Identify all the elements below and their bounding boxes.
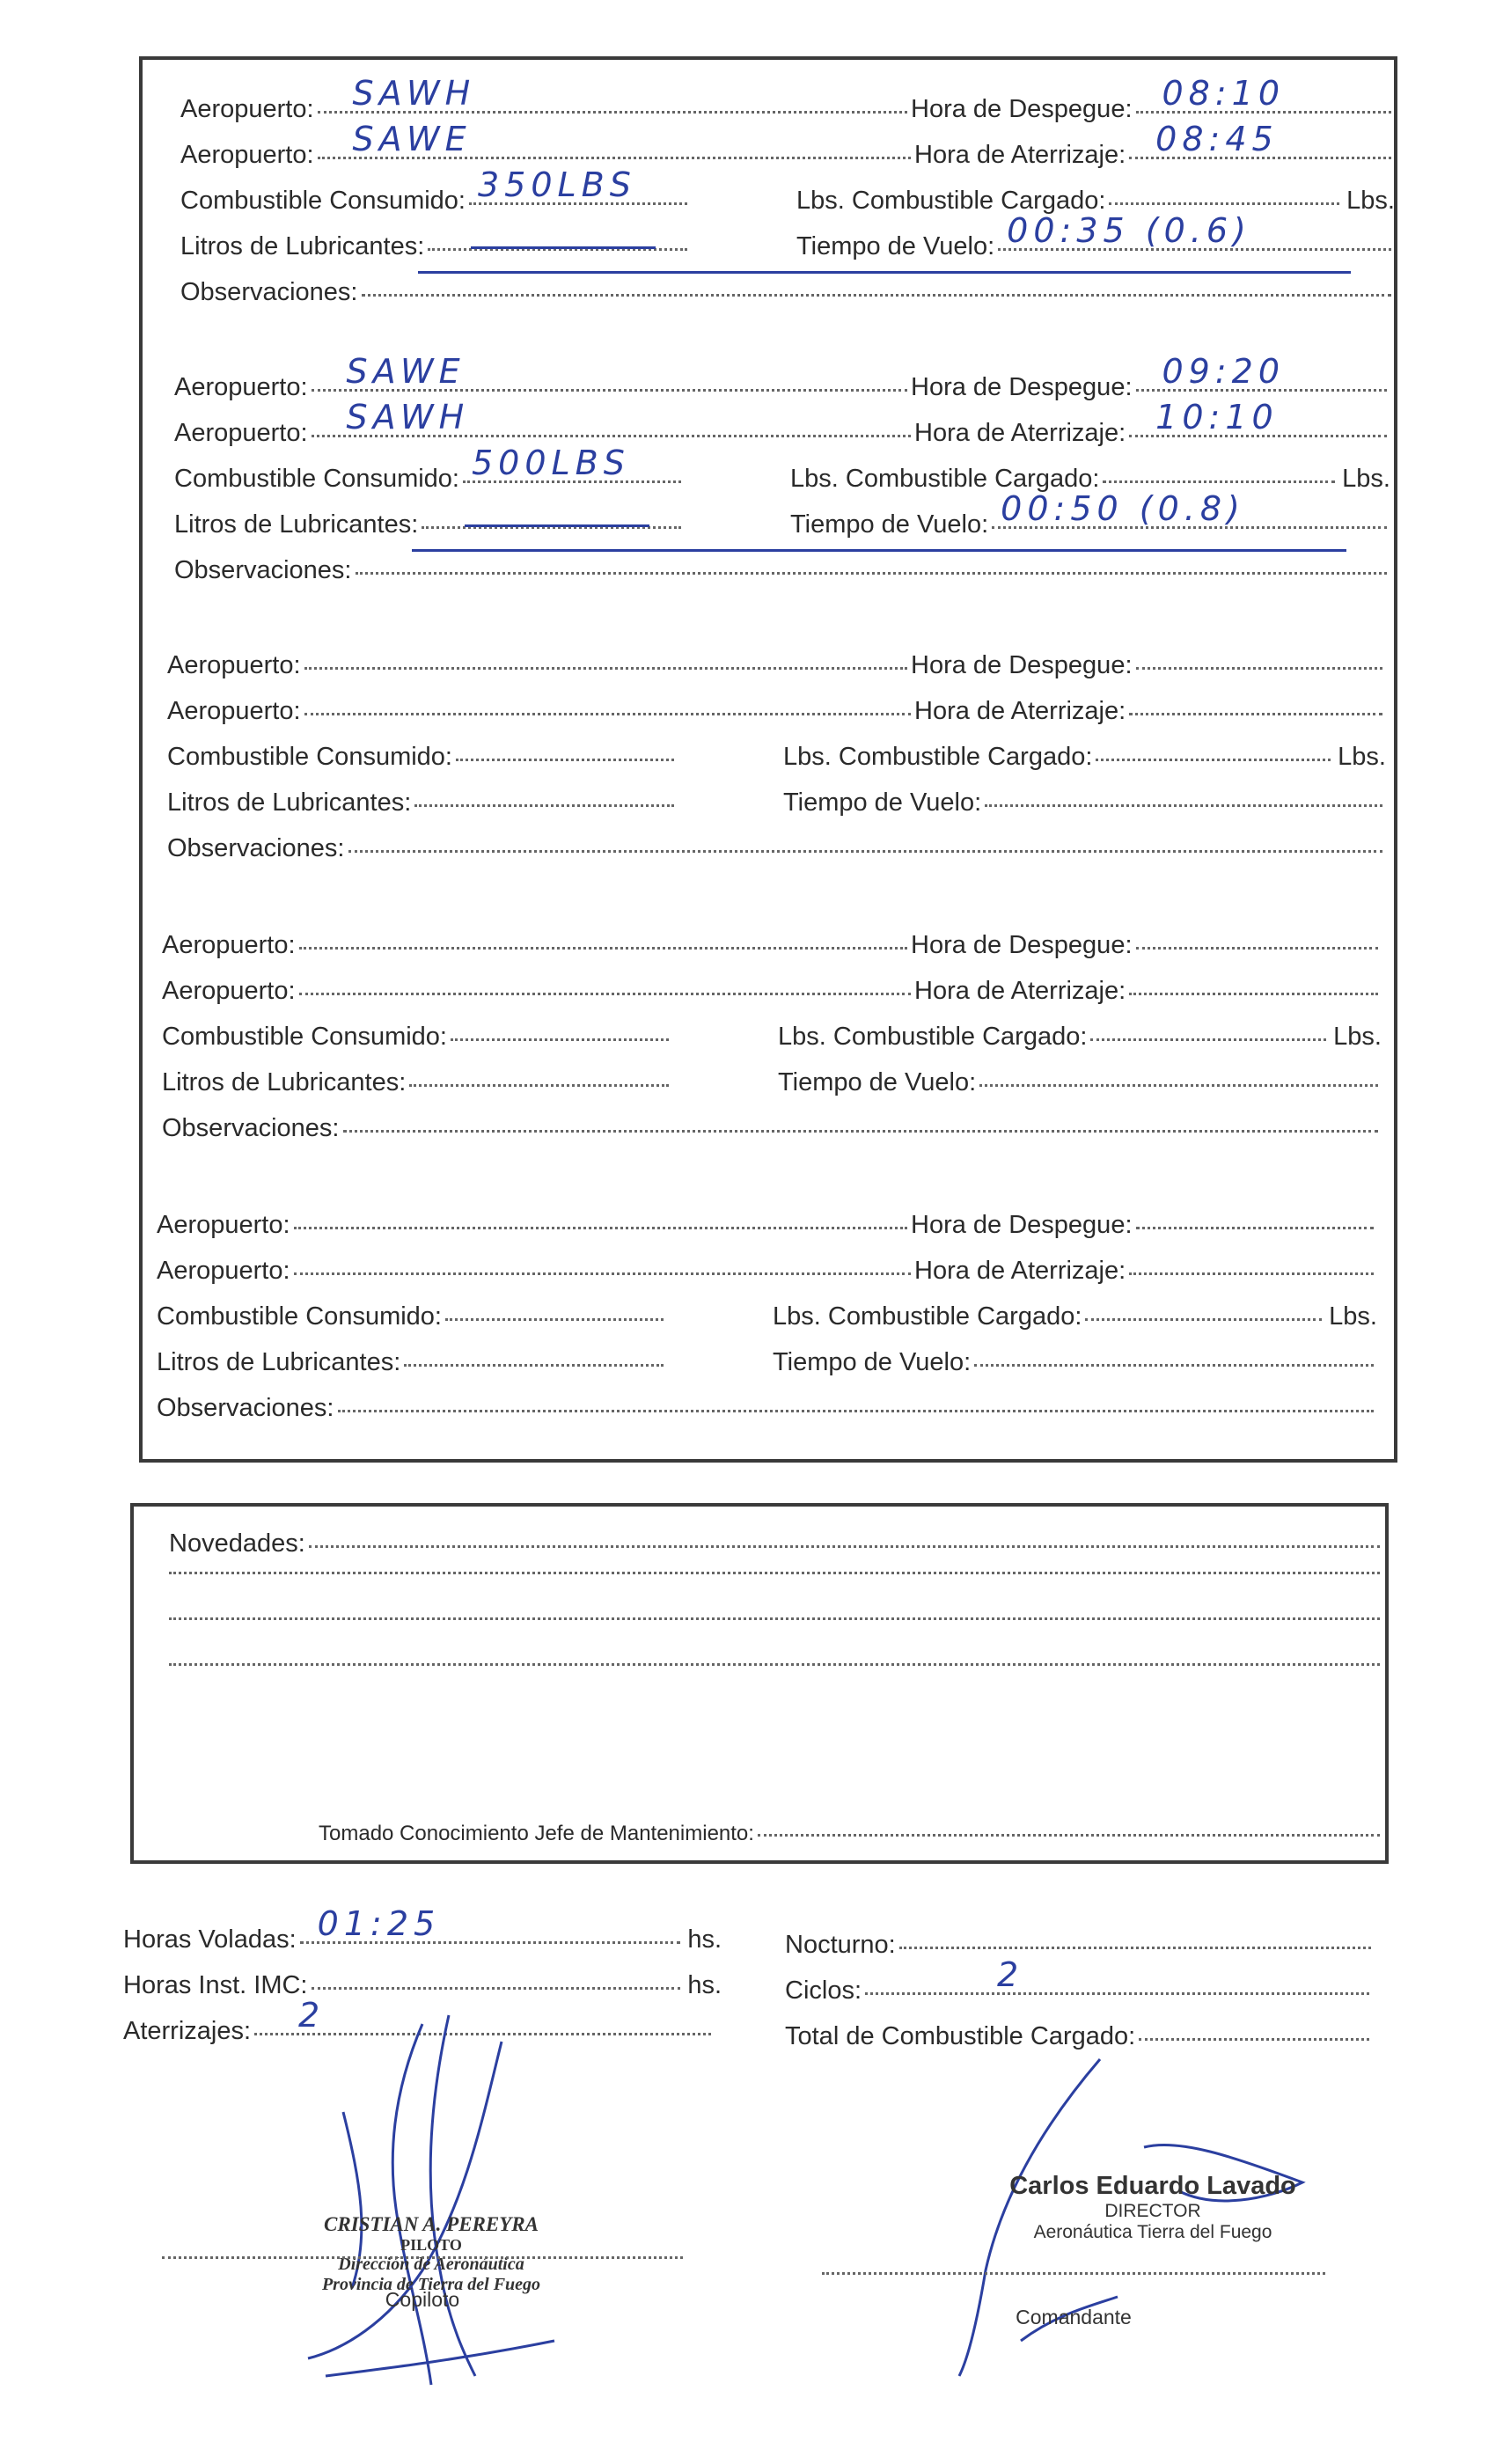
commander-caption: Comandante xyxy=(1016,2306,1132,2328)
fuel-consumed-value: 500LBS xyxy=(471,444,630,482)
fuel-loaded-field[interactable] xyxy=(1096,759,1331,761)
departure-airport-field[interactable] xyxy=(312,352,907,392)
copilot-stamp xyxy=(290,2213,572,2295)
observations-label: Observaciones: xyxy=(174,556,352,584)
fuel-loaded-row xyxy=(783,743,1386,772)
imc-hours-row xyxy=(123,1971,722,2000)
fuel-loaded-row xyxy=(778,1023,1382,1052)
fuel-consumed-row xyxy=(174,444,685,494)
copilot-caption: Copiloto xyxy=(385,2288,460,2311)
departure-airport-row xyxy=(162,931,911,960)
landing-time-value: 10:10 xyxy=(1155,398,1279,436)
total-fuel-label: Total de Combustible Cargado: xyxy=(785,2022,1136,2050)
strike-line xyxy=(418,271,1351,274)
takeoff-time-row xyxy=(911,931,1382,960)
fuel-consumed-field[interactable] xyxy=(469,165,687,205)
fuel-loaded-label: Lbs. Combustible Cargado: xyxy=(796,187,1106,215)
takeoff-time-row xyxy=(911,651,1386,680)
arrival-airport-label: Aeropuerto: xyxy=(167,697,301,725)
arrival-airport-field[interactable] xyxy=(294,1272,911,1275)
landing-time-label: Hora de Aterrizaje: xyxy=(914,419,1126,447)
landing-time-row xyxy=(914,1257,1377,1286)
imc-hours-label: Horas Inst. IMC: xyxy=(123,1971,308,1999)
arrival-airport-field[interactable] xyxy=(318,120,911,159)
imc-hours-unit: hs. xyxy=(687,1971,722,1999)
flight-time-row xyxy=(773,1348,1377,1377)
cycles-label: Ciclos: xyxy=(785,1976,862,2005)
cycles-field[interactable] xyxy=(865,1955,1369,1995)
fuel-consumed-label: Combustible Consumido: xyxy=(167,743,452,771)
observations-field[interactable] xyxy=(356,572,1388,575)
departure-airport-row xyxy=(157,1211,911,1240)
fuel-loaded-field[interactable] xyxy=(1090,1038,1326,1041)
observations-label: Observaciones: xyxy=(157,1394,334,1422)
landings-label: Aterrizajes: xyxy=(123,2017,252,2045)
departure-airport-field[interactable] xyxy=(318,74,907,114)
takeoff-time-row xyxy=(911,74,1395,124)
novedades-label: Novedades: xyxy=(169,1529,305,1558)
flight-time-field[interactable] xyxy=(998,211,1391,251)
takeoff-time-label: Hora de Despegue: xyxy=(911,931,1133,959)
novedades-line-4[interactable] xyxy=(165,1667,1383,1669)
commander-stamp-name: Carlos Eduardo Lavado xyxy=(1009,2172,1296,2200)
departure-airport-value: SAWH xyxy=(352,74,476,113)
flight-time-field[interactable] xyxy=(985,804,1382,807)
takeoff-time-label: Hora de Despegue: xyxy=(911,95,1133,123)
commander-stamp xyxy=(1003,2172,1302,2243)
commander-signature-line xyxy=(818,2276,1329,2278)
departure-airport-value: SAWE xyxy=(346,352,466,391)
departure-airport-field[interactable] xyxy=(304,667,907,670)
fuel-consumed-field[interactable] xyxy=(445,1318,664,1321)
imc-hours-field[interactable] xyxy=(312,1987,681,1990)
maintenance-ack-field[interactable] xyxy=(758,1834,1380,1837)
flight-time-field[interactable] xyxy=(979,1084,1378,1087)
landing-time-label: Hora de Aterrizaje: xyxy=(914,697,1126,725)
arrival-airport-field[interactable] xyxy=(304,713,911,715)
fuel-consumed-label: Combustible Consumido: xyxy=(174,465,459,493)
copilot-stamp-name: CRISTIAN A. PEREYRA xyxy=(324,2213,539,2235)
lubricants-label: Litros de Lubricantes: xyxy=(162,1068,407,1096)
landing-time-label: Hora de Aterrizaje: xyxy=(914,977,1126,1005)
hours-flown-unit: hs. xyxy=(687,1925,722,1954)
copilot-stamp-dept: Dirección de Aeronáutica xyxy=(338,2255,524,2274)
observations-field[interactable] xyxy=(338,1410,1375,1412)
takeoff-time-field[interactable] xyxy=(1136,1227,1375,1229)
landing-time-row xyxy=(914,398,1390,448)
flight-time-label: Tiempo de Vuelo: xyxy=(783,788,982,817)
observations-label: Observaciones: xyxy=(180,278,358,306)
arrival-airport-field[interactable] xyxy=(312,398,911,437)
takeoff-time-value: 08:10 xyxy=(1162,74,1286,113)
observations-field[interactable] xyxy=(362,294,1392,297)
copilot-stamp-role: PILOTO xyxy=(400,2236,462,2254)
observations-row xyxy=(180,278,1395,307)
flight-time-value: 00:50 (0.8) xyxy=(1001,489,1245,528)
fuel-loaded-unit: Lbs. xyxy=(1333,1023,1382,1051)
landing-time-value: 08:45 xyxy=(1155,120,1279,158)
landing-time-row xyxy=(914,977,1382,1006)
flight-time-field[interactable] xyxy=(992,489,1387,529)
flight-time-field[interactable] xyxy=(974,1364,1374,1367)
arrival-airport-label: Aeropuerto: xyxy=(162,977,296,1005)
departure-airport-label: Aeropuerto: xyxy=(167,651,301,679)
flight-time-label: Tiempo de Vuelo: xyxy=(790,510,989,539)
landing-time-field[interactable] xyxy=(1129,398,1387,437)
fuel-loaded-field[interactable] xyxy=(1085,1318,1322,1321)
departure-airport-label: Aeropuerto: xyxy=(174,373,308,401)
fuel-loaded-label: Lbs. Combustible Cargado: xyxy=(778,1023,1088,1051)
fuel-consumed-row xyxy=(157,1302,667,1331)
departure-airport-row xyxy=(180,74,911,124)
night-field[interactable] xyxy=(899,1947,1371,1949)
takeoff-time-field[interactable] xyxy=(1136,74,1392,114)
total-fuel-field[interactable] xyxy=(1139,2038,1369,2041)
takeoff-time-label: Hora de Despegue: xyxy=(911,373,1133,401)
fuel-loaded-row xyxy=(773,1302,1377,1331)
total-fuel-row xyxy=(785,2022,1373,2051)
observations-row xyxy=(162,1114,1382,1143)
strike-line xyxy=(465,524,649,527)
fuel-loaded-unit: Lbs. xyxy=(1346,187,1395,215)
arrival-airport-label: Aeropuerto: xyxy=(174,419,308,447)
strike-line xyxy=(412,549,1346,552)
fuel-loaded-label: Lbs. Combustible Cargado: xyxy=(773,1302,1082,1331)
takeoff-time-row xyxy=(911,352,1390,402)
fuel-consumed-field[interactable] xyxy=(451,1038,669,1041)
cycles-value: 2 xyxy=(997,1955,1024,1994)
fuel-consumed-label: Combustible Consumido: xyxy=(162,1023,447,1051)
departure-airport-row xyxy=(174,352,911,402)
observations-row xyxy=(174,556,1390,585)
fuel-loaded-field[interactable] xyxy=(1103,480,1335,483)
lubricants-label: Litros de Lubricantes: xyxy=(167,788,412,817)
hours-flown-label: Horas Voladas: xyxy=(123,1925,297,1954)
takeoff-time-label: Hora de Despegue: xyxy=(911,651,1133,679)
novedades-field[interactable] xyxy=(309,1545,1380,1548)
lubricants-row xyxy=(162,1068,672,1097)
fuel-loaded-label: Lbs. Combustible Cargado: xyxy=(790,465,1100,493)
lubricants-field[interactable] xyxy=(414,804,674,807)
lubricants-field[interactable] xyxy=(404,1364,664,1367)
landing-time-label: Hora de Aterrizaje: xyxy=(914,1257,1126,1285)
fuel-consumed-row xyxy=(162,1023,672,1052)
arrival-airport-value: SAWE xyxy=(352,120,472,158)
flight-time-value: 00:35 (0.6) xyxy=(1007,211,1251,250)
copilot-signature-line xyxy=(158,2260,686,2262)
fuel-consumed-field[interactable] xyxy=(456,759,674,761)
observations-row xyxy=(157,1394,1377,1423)
departure-airport-label: Aeropuerto: xyxy=(157,1211,290,1239)
takeoff-time-row xyxy=(911,1211,1377,1240)
arrival-airport-row xyxy=(157,1257,914,1286)
takeoff-time-field[interactable] xyxy=(1136,352,1388,392)
landing-time-field[interactable] xyxy=(1129,713,1382,715)
landing-time-row xyxy=(914,697,1386,726)
copilot-stamp-province: Provincia de Tierra del Fuego xyxy=(321,2275,541,2294)
takeoff-time-field[interactable] xyxy=(1136,947,1379,950)
takeoff-time-label: Hora de Despegue: xyxy=(911,1211,1133,1239)
maintenance-ack-label: Tomado Conocimiento Jefe de Mantenimiento: xyxy=(319,1822,754,1845)
takeoff-time-value: 09:20 xyxy=(1162,352,1286,391)
night-label: Nocturno: xyxy=(785,1931,896,1959)
fuel-consumed-label: Combustible Consumido: xyxy=(157,1302,442,1331)
maintenance-ack-row xyxy=(319,1822,1383,1846)
hours-flown-value: 01:25 xyxy=(317,1904,441,1943)
arrival-airport-label: Aeropuerto: xyxy=(157,1257,290,1285)
fuel-consumed-field[interactable] xyxy=(463,444,681,483)
landing-time-label: Hora de Aterrizaje: xyxy=(914,141,1126,169)
fuel-loaded-unit: Lbs. xyxy=(1342,465,1390,493)
flight-time-label: Tiempo de Vuelo: xyxy=(773,1348,972,1376)
hours-flown-row xyxy=(123,1904,722,1954)
hours-flown-field[interactable] xyxy=(300,1904,681,1944)
commander-stamp-org: Aeronáutica Tierra del Fuego xyxy=(1033,2222,1272,2242)
lubricants-field[interactable] xyxy=(409,1084,669,1087)
lubricants-row xyxy=(167,788,678,818)
departure-airport-field[interactable] xyxy=(299,947,907,950)
novedades-line-3[interactable] xyxy=(165,1621,1383,1624)
landing-time-field[interactable] xyxy=(1129,120,1391,159)
arrival-airport-row xyxy=(167,697,914,726)
flight-time-row xyxy=(778,1068,1382,1097)
arrival-airport-row xyxy=(162,977,914,1006)
lubricants-row xyxy=(157,1348,667,1377)
departure-airport-label: Aeropuerto: xyxy=(162,931,296,959)
night-row xyxy=(785,1931,1375,1960)
fuel-loaded-field[interactable] xyxy=(1109,202,1339,205)
landings-value: 2 xyxy=(298,1996,326,2035)
departure-airport-label: Aeropuerto: xyxy=(180,95,314,123)
fuel-consumed-row xyxy=(167,743,678,772)
commander-stamp-role: DIRECTOR xyxy=(1104,2201,1201,2221)
arrival-airport-field[interactable] xyxy=(299,993,911,995)
flight-time-row xyxy=(790,489,1390,539)
copilot-signature xyxy=(290,2006,554,2394)
arrival-airport-value: SAWH xyxy=(346,398,470,436)
lubricants-label: Litros de Lubricantes: xyxy=(174,510,419,539)
landing-time-field[interactable] xyxy=(1129,993,1378,995)
observations-field[interactable] xyxy=(348,850,1383,853)
fuel-consumed-row xyxy=(180,165,691,216)
fuel-loaded-unit: Lbs. xyxy=(1338,743,1386,771)
departure-airport-field[interactable] xyxy=(294,1227,907,1229)
observations-field[interactable] xyxy=(343,1130,1379,1133)
observations-row xyxy=(167,834,1386,863)
landing-time-field[interactable] xyxy=(1129,1272,1374,1275)
landing-time-row xyxy=(914,120,1395,170)
lubricants-label: Litros de Lubricantes: xyxy=(157,1348,401,1376)
arrival-airport-label: Aeropuerto: xyxy=(180,141,314,169)
departure-airport-row xyxy=(167,651,911,680)
cycles-row xyxy=(785,1955,1373,2006)
observations-label: Observaciones: xyxy=(167,834,345,862)
takeoff-time-field[interactable] xyxy=(1136,667,1383,670)
observations-label: Observaciones: xyxy=(162,1114,340,1142)
flight-time-row xyxy=(796,211,1395,261)
lubricants-label: Litros de Lubricantes: xyxy=(180,232,425,260)
fuel-loaded-unit: Lbs. xyxy=(1329,1302,1377,1331)
fuel-loaded-label: Lbs. Combustible Cargado: xyxy=(783,743,1093,771)
fuel-consumed-value: 350LBS xyxy=(477,165,636,204)
fuel-consumed-label: Combustible Consumido: xyxy=(180,187,466,215)
flight-time-row xyxy=(783,788,1386,818)
novedades-row xyxy=(169,1529,1383,1558)
strike-line xyxy=(471,246,656,249)
novedades-line-2[interactable] xyxy=(165,1575,1383,1578)
flight-time-label: Tiempo de Vuelo: xyxy=(778,1068,977,1096)
flight-time-label: Tiempo de Vuelo: xyxy=(796,232,995,260)
